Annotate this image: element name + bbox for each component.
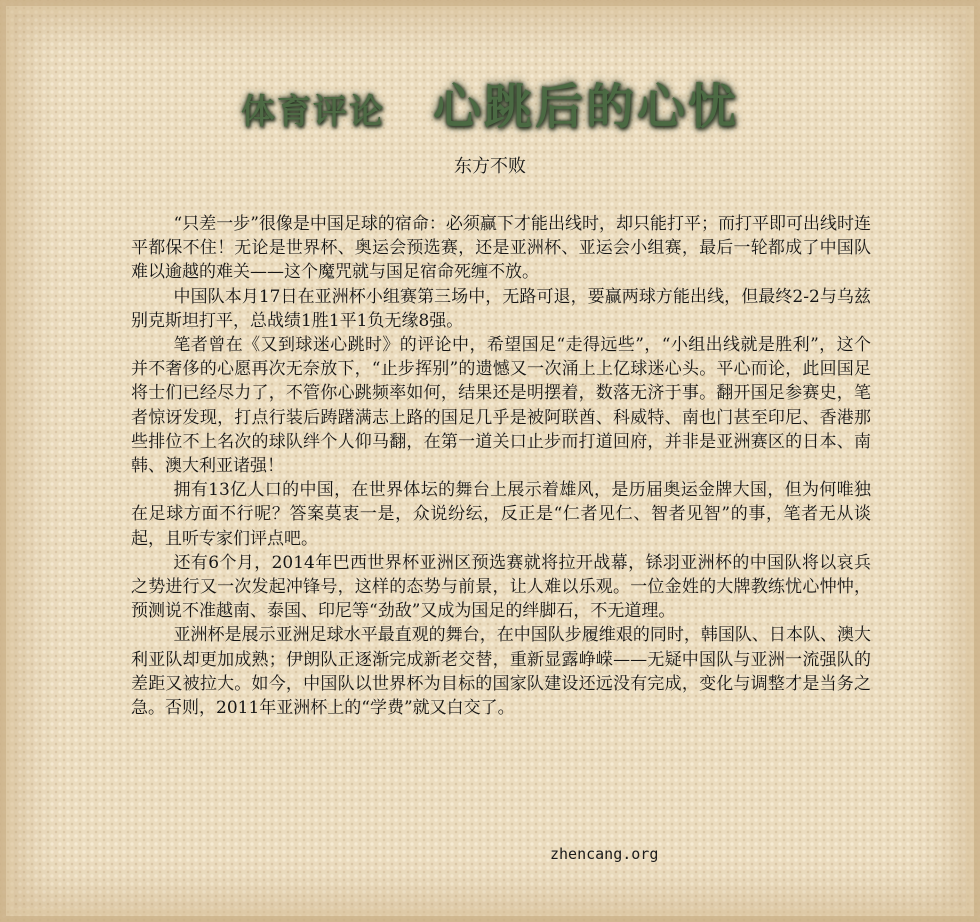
article-title: 心跳后的心忧 (432, 79, 739, 135)
article-paragraph: 亚洲杯是展示亚洲足球水平最直观的舞台，在中国队步履维艰的同时，韩国队、日本队、澳大利亚队却更加成熟；伊朗队正逐渐完成新老交替，重新显露峥嵘——无疑中国队与亚洲一流强队的差距又被拉大。如今，中国队以世界杯为目标的国家队建设还远没有完成，变化与调整才是当务之急。否则，2011年亚洲杯上的“学费”就又白交了。 (131, 625, 871, 719)
article-paragraph: 笔者曾在《又到球迷心跳时》的评论中，希望国足“走得远些”，“小组出线就是胜利”，这个并不奢侈的心愿再次无奈放下，“止步挥别”的遗憾又一次涌上上亿球迷心头。平心而论，此回国足将士们已经尽力了，不管你心跳频率如何，结果还是明摆着，数落无济于事。翻开国足参赛史，笔者惊讶发现，打点行装后踌躇满志上路的国足几乎是被阿联酋、科威特、南也门甚至印尼、香港那些排位不上名次的球队绊个人仰马翻，在第一道关口止步而打道回府，并非是亚洲赛区的日本、南韩、澳大利亚诸强！ (131, 335, 871, 477)
article-header (0, 68, 980, 137)
article-paragraph: 拥有13亿人口的中国，在世界体坛的舞台上展示着雄风，是历届奥运金牌大国，但为何唯独在足球方面不行呢？答案莫衷一是，众说纷纭，反正是“仁者见仁、智者见智”的事，笔者无从谈起，且听专家们评点吧。 (131, 480, 871, 549)
article-paragraph: “只差一步”很像是中国足球的宿命：必须赢下才能出线时，却只能打平；而打平即可出线时连平都保不住！无论是世界杯、奥运会预选赛，还是亚洲杯、亚运会小组赛，最后一轮都成了中国队难以逾越的难关——这个魔咒就与国足宿命死缠不放。 (131, 214, 871, 283)
site-watermark: zhencang.org (550, 845, 659, 863)
author-byline: 东方不败 (454, 156, 526, 177)
article-paragraph: 中国队本月17日在亚洲杯小组赛第三场中，无路可退，要赢两球方能出线，但最终2-2与乌兹别克斯坦打平，总战绩1胜1平1负无缘8强。 (131, 286, 871, 331)
article-paragraph: 还有6个月，2014年巴西世界杯亚洲区预选赛就将拉开战幕，铩羽亚洲杯的中国队将以哀兵之势进行又一次发起冲锋号，这样的态势与前景，让人难以乐观。一位金姓的大牌教练忧心忡忡，预测说不准越南、泰国、印尼等“劲敌”又成为国足的绊脚石，不无道理。 (131, 552, 871, 622)
article-body (131, 212, 871, 720)
column-category: 体育评论 (240, 92, 385, 132)
